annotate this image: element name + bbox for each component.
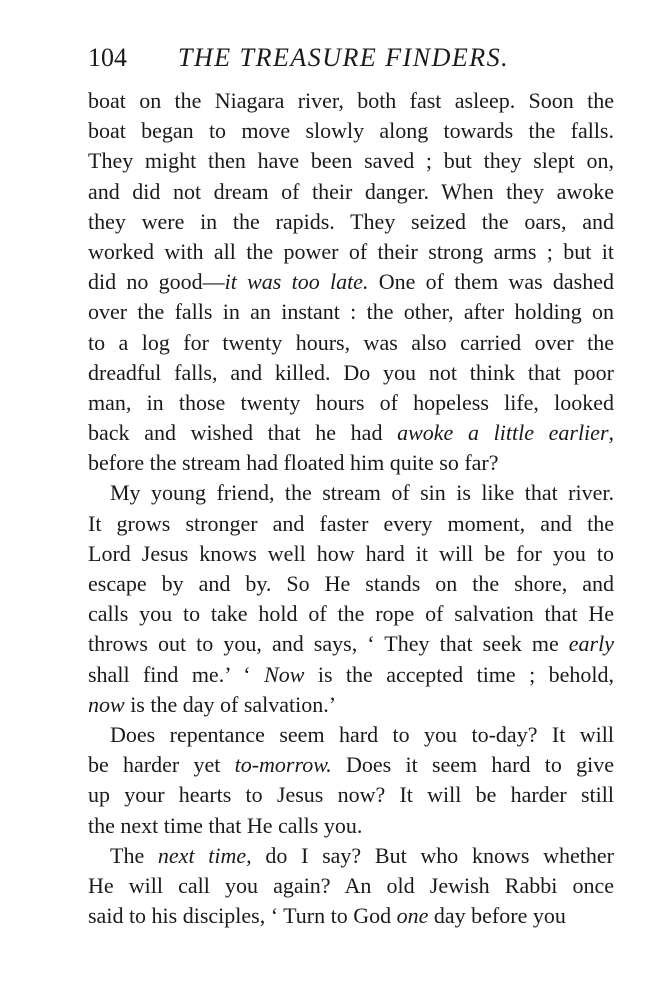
text-segment: Lord Jesus knows well how hard it will be for you to [88,540,614,566]
text-segment: He will call you again? An old Jewish Rabbi once [88,872,614,898]
text-line [88,690,614,720]
text-line [88,297,614,327]
text-line [88,86,614,116]
text-segment: dreadful falls, and killed. Do you not think that poor [88,359,614,385]
text-segment: My young friend, the stream of sin is like that river. [110,480,614,506]
text-line [88,146,614,176]
text-line [88,478,614,508]
running-head [88,40,614,76]
text-segment: boat began to move slowly along towards the falls. [88,118,614,144]
text-line [88,569,614,599]
text-segment: They might then have been saved ; but they slept on, [88,148,614,174]
text-line [88,539,614,569]
italic-text: early [568,631,614,657]
text-line [88,448,614,478]
text-line [88,388,614,418]
text-line [88,629,614,659]
text-segment: up your hearts to Jesus now? It will be harder still [88,782,614,808]
text-segment: is the accepted time ; behold, [304,661,615,687]
text-line [88,358,614,388]
text-line [88,207,614,237]
text-segment: to a log for twenty hours, was also carried over the [88,329,614,355]
text-segment: and did not dream of their danger. When they awoke [88,178,614,204]
italic-text: next time, [157,842,252,868]
text-line [88,599,614,629]
text-line [88,418,614,448]
text-segment: The [110,842,158,868]
text-line [88,841,614,871]
italic-text: one [396,903,429,929]
text-segment: worked with all the power of their strong arms ; but it [88,238,614,264]
text-segment: did no good— [88,269,225,295]
text-segment: day before you [428,903,566,929]
text-line [88,116,614,146]
text-line [88,750,614,780]
text-line [88,237,614,267]
text-line [88,328,614,358]
running-title: THE TREASURE FINDERS. [178,43,510,72]
text-segment: escape by and by. So He stands on the shore, and [88,571,614,596]
text-segment: shall find me.’ ‘ [88,661,265,687]
text-segment: do I say? But who knows whether [251,842,614,868]
text-segment: , [608,420,615,446]
text-segment: is the day of salvation.’ [124,691,337,717]
text-segment: the next time that He calls you. [88,812,363,838]
text-line [88,780,614,810]
italic-text: Now [264,661,305,687]
italic-text: to-morrow. [234,752,332,778]
text-segment: be harder yet [88,752,235,778]
text-segment: Does it seem hard to give [331,752,614,778]
text-line [88,509,614,539]
text-segment: back and wished that he had [88,420,398,446]
text-line [88,901,614,931]
text-line [88,267,614,297]
text-segment: boat on the Niagara river, both fast asleep. Soon the [88,88,614,113]
text-line [88,871,614,901]
text-segment: calls you to take hold of the rope of salvation that He [88,601,614,627]
text-segment: One of them was dashed [368,269,614,295]
body-text [88,86,614,931]
text-line [88,660,614,690]
italic-text: now [88,691,125,717]
text-segment: before the stream had floated him quite so far? [88,450,499,476]
text-segment: throws out to you, and says, ‘ They that seek me [88,631,569,657]
page-number: 104 [88,43,127,72]
italic-text: it was too late. [224,269,369,295]
text-segment: they were in the rapids. They seized the oars, and [88,208,614,234]
text-segment: It grows stronger and faster every moment, and the [88,510,614,536]
text-line [88,720,614,750]
text-line [88,811,614,841]
text-segment: Does repentance seem hard to you to-day? It will [110,721,614,747]
text-line [88,177,614,207]
italic-text: awoke a little earlier [397,420,609,446]
text-segment: over the falls in an instant : the other, after holding on [88,299,614,325]
text-segment: man, in those twenty hours of hopeless life, looked [88,389,614,415]
text-segment: said to his disciples, ‘ Turn to God [88,903,397,929]
